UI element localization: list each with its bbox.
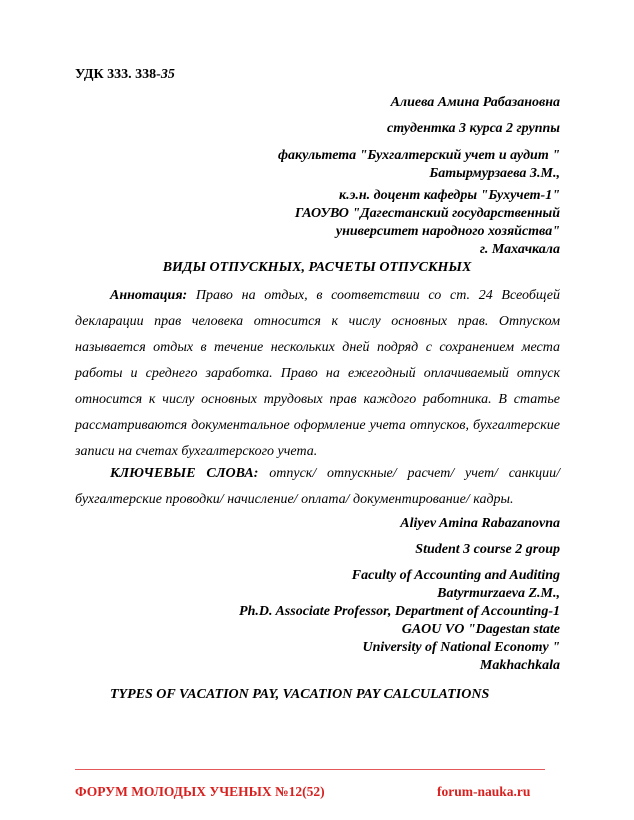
keywords-text: отпуск/ отпускные/ расчет/ учет/ санкции/ бухгалтерские проводки/ начисление/ оплата/ документирование/ кадры. bbox=[75, 466, 560, 507]
abstract-text: Право на отдых, в соответствии со ст. 24 Всеобщей декларации прав человека относится к числу основных прав. Отпуском называется отдых в течение нескольких дней подряд с сохранением места работы и среднего заработка. Право на ежегодный оплачиваемый отпуск относится к числу основных трудовых прав каждого работника. В статье рассматриваются документальное оформление учета отпусков, бухгалтерские записи на счетах бухгалтерского учета. bbox=[75, 288, 560, 459]
abstract-label: Аннотация: bbox=[110, 288, 188, 303]
author-status-en: Student 3 course 2 group bbox=[415, 542, 560, 557]
org1-en: GAOU VO "Dagestan state bbox=[401, 622, 560, 637]
udk-code bbox=[75, 67, 175, 83]
supervisor-ru: Батырмурзаева З.М., bbox=[429, 166, 560, 181]
org2-en: University of National Economy " bbox=[362, 640, 560, 655]
city-en: Makhachkala bbox=[479, 658, 560, 673]
title-ru-text: ВИДЫ ОТПУСКНЫХ, РАСЧЕТЫ ОТПУСКНЫХ bbox=[162, 260, 472, 275]
supervisor-en: Batyrmurzaeva Z.M., bbox=[437, 586, 560, 601]
udk-number: 35 bbox=[160, 67, 175, 82]
org1-ru: ГАОУВО "Дагестанский государственный bbox=[294, 206, 560, 221]
author-status-ru: студентка 3 курса 2 группы bbox=[387, 121, 560, 136]
keywords-label: КЛЮЧЕВЫЕ СЛОВА: bbox=[110, 466, 259, 481]
abstract-paragraph bbox=[75, 283, 560, 465]
footer-divider bbox=[75, 769, 545, 770]
title-en: TYPES OF VACATION PAY, VACATION PAY CALCULATIONS bbox=[110, 687, 490, 702]
author-name-ru: Алиева Амина Рабазановна bbox=[390, 95, 560, 110]
footer-website-link[interactable]: forum-nauka.ru bbox=[437, 784, 531, 799]
position-en: Ph.D. Associate Professor, Department of Accounting-1 bbox=[239, 604, 560, 619]
keywords-paragraph bbox=[75, 461, 560, 513]
faculty-en: Faculty of Accounting and Auditing bbox=[351, 568, 560, 583]
org2-ru: университет народного хозяйства" bbox=[335, 224, 560, 239]
faculty-ru: факультета "Бухгалтерский учет и аудит " bbox=[278, 148, 560, 163]
footer-journal: ФОРУМ МОЛОДЫХ УЧЕНЫХ №12(52) bbox=[75, 784, 325, 799]
city-ru: г. Махачкала bbox=[479, 242, 560, 257]
position-ru: к.э.н. доцент кафедры "Бухучет-1" bbox=[338, 188, 560, 203]
title-ru bbox=[0, 260, 634, 276]
udk-label: УДК 333. 338- bbox=[75, 67, 161, 82]
author-name-en: Aliyev Amina Rabazanovna bbox=[400, 516, 560, 531]
